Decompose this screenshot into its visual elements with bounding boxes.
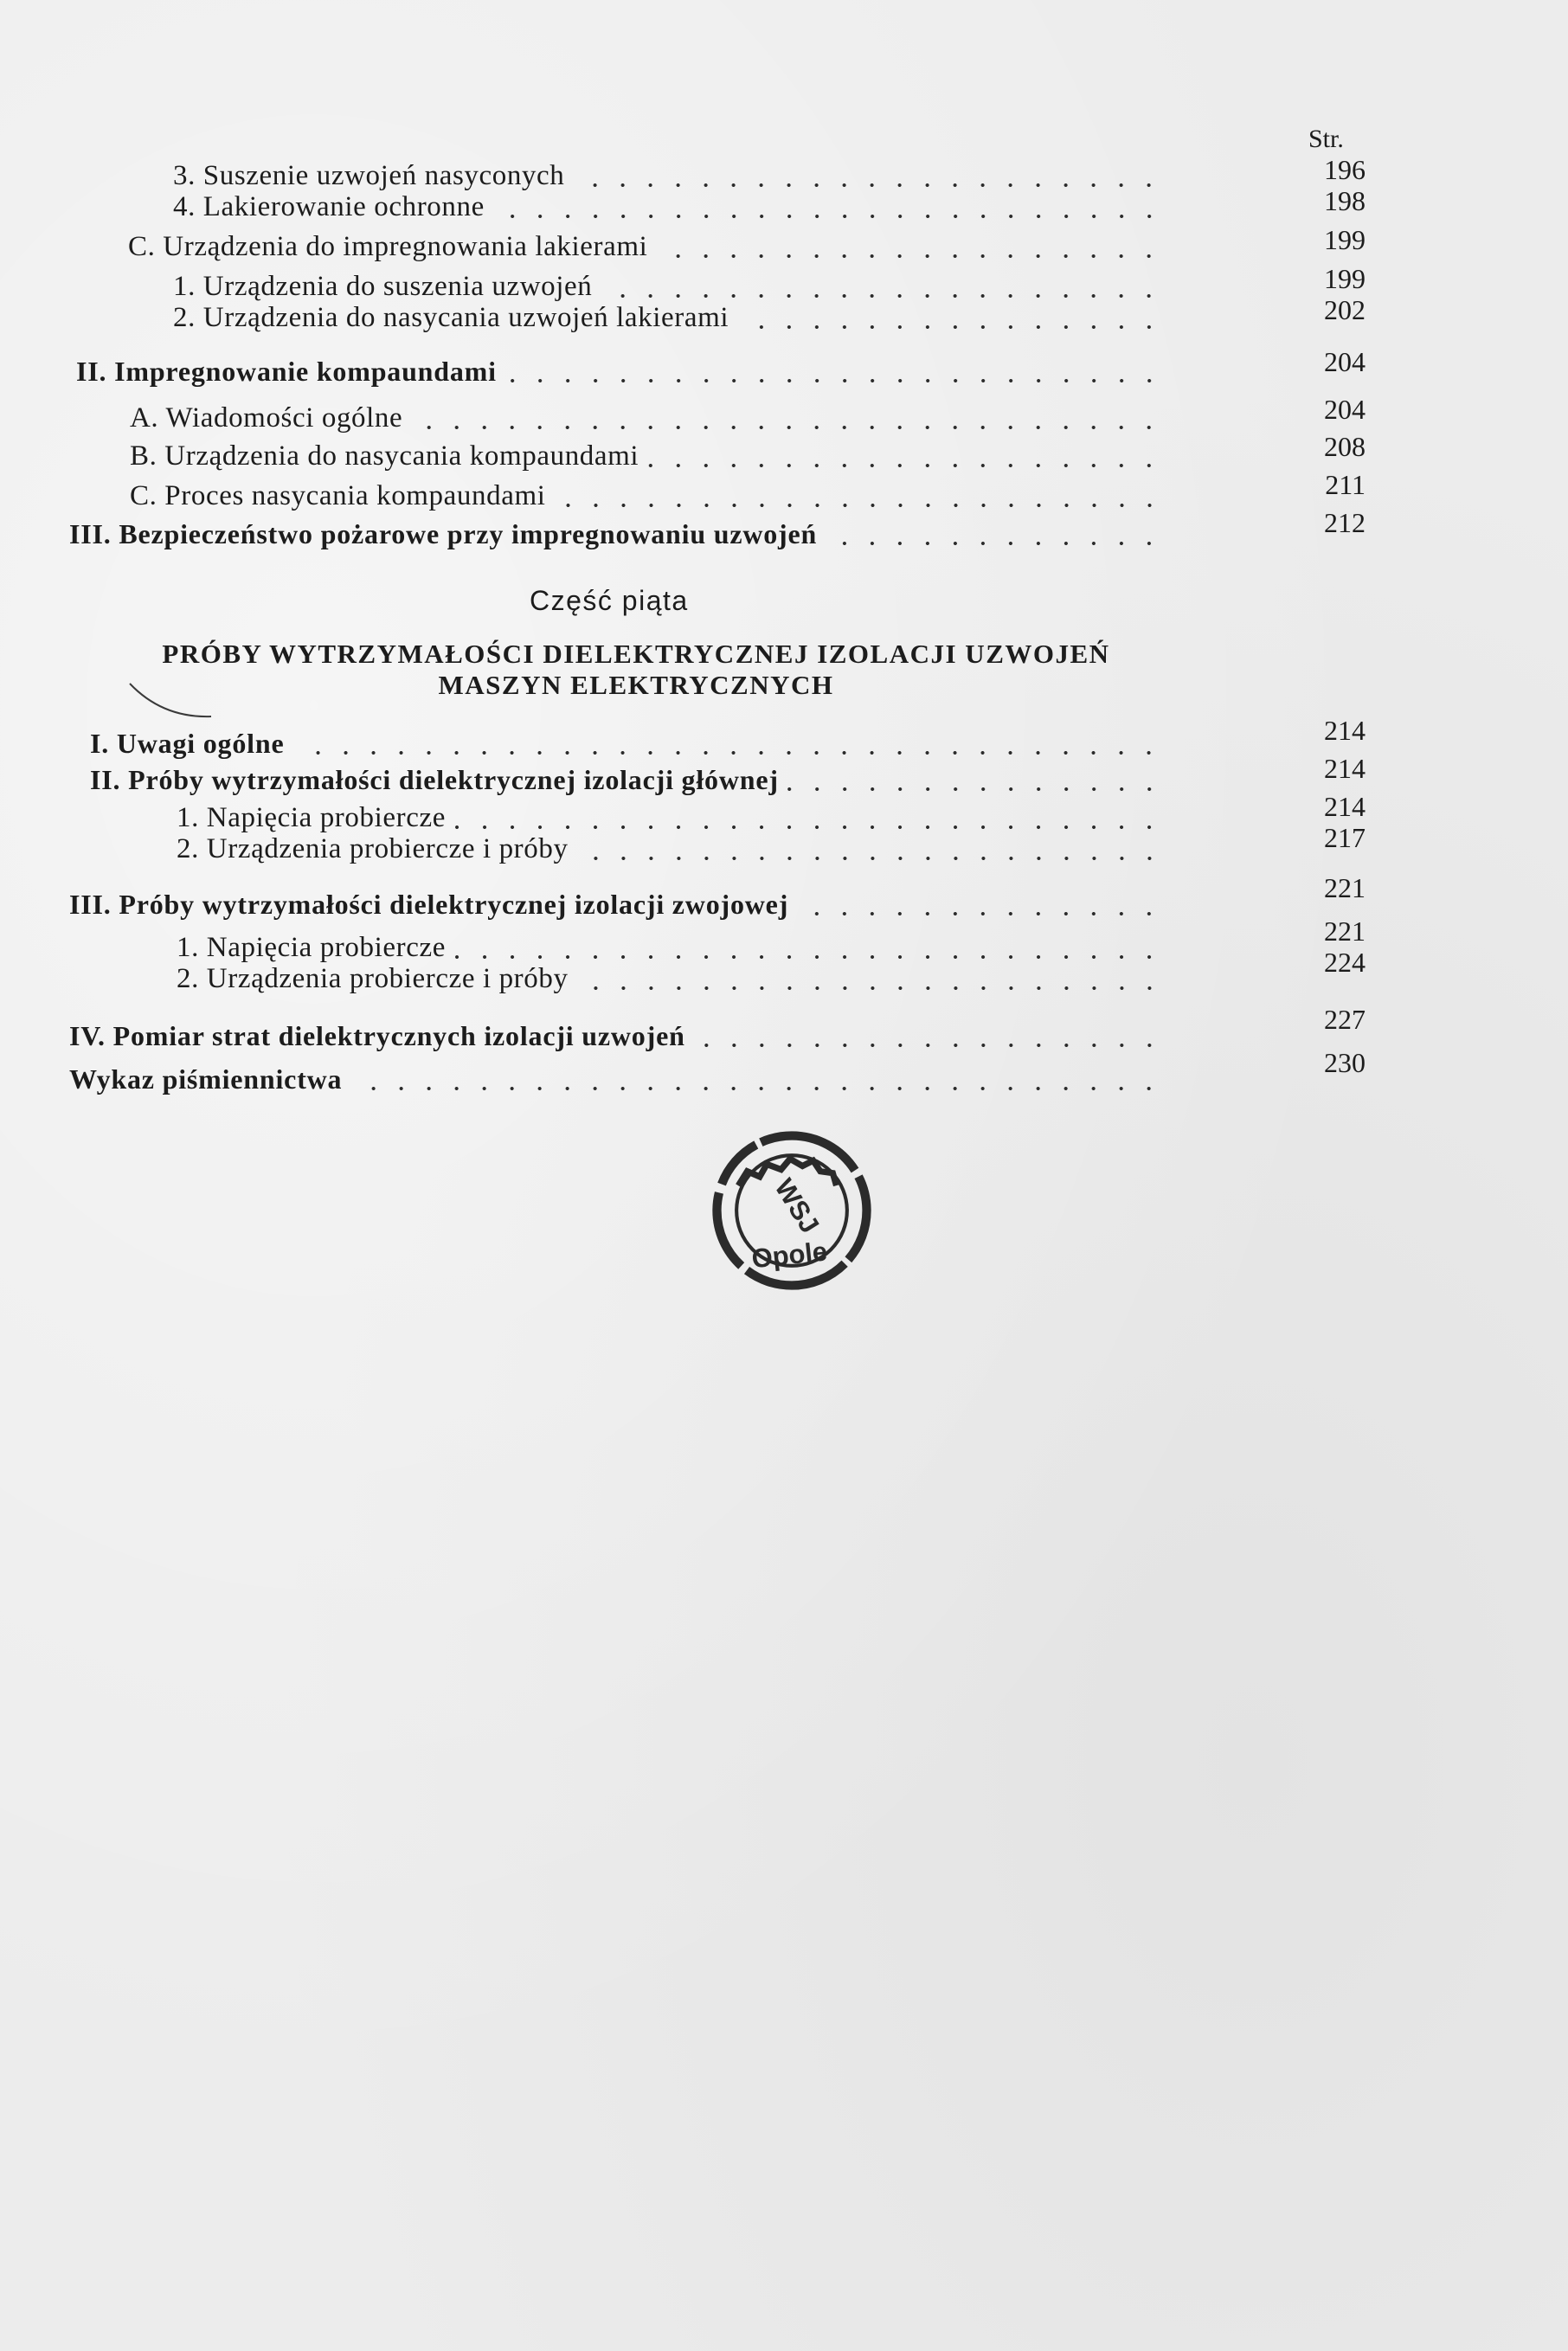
leader-dots bbox=[577, 857, 1163, 860]
leader-dots bbox=[555, 504, 1164, 507]
part-heading-line: MASZYN ELEKTRYCZNYCH bbox=[438, 670, 834, 700]
leader-dots bbox=[350, 1087, 1163, 1090]
toc-entry-label: 2. Urządzenia probiercze i próby bbox=[177, 833, 569, 864]
leader-dots bbox=[577, 986, 1163, 990]
toc-entry-label: 1. Napięcia probiercze bbox=[177, 802, 446, 833]
toc-entry-label: II. Próby wytrzymałości dielektrycznej izolacji głównej bbox=[90, 764, 779, 795]
toc-page-number: 230 bbox=[1324, 1047, 1366, 1078]
stamp-label-bottom: Opole bbox=[749, 1236, 829, 1275]
toc-page-number: 217 bbox=[1324, 822, 1366, 853]
leader-dots bbox=[454, 825, 1163, 829]
toc-row bbox=[173, 157, 1172, 192]
toc-row bbox=[69, 516, 1172, 550]
toc-row bbox=[173, 268, 1172, 303]
leader-dots bbox=[694, 1044, 1163, 1047]
toc-row bbox=[69, 886, 1172, 921]
toc-page-number: 214 bbox=[1324, 791, 1366, 822]
toc-row bbox=[173, 189, 1172, 223]
leader-dots bbox=[647, 464, 1163, 467]
toc-entry-label: 2. Urządzenia probiercze i próby bbox=[177, 963, 569, 994]
toc-row bbox=[130, 478, 1172, 512]
toc-page-number: 204 bbox=[1324, 394, 1366, 425]
leader-dots bbox=[737, 325, 1163, 329]
toc-page-number: 227 bbox=[1324, 1004, 1366, 1035]
leader-dots bbox=[493, 215, 1163, 218]
part-heading bbox=[69, 639, 1203, 701]
toc-row bbox=[76, 353, 1172, 388]
leader-dots bbox=[454, 955, 1163, 959]
toc-page-number: 196 bbox=[1324, 154, 1366, 185]
toc-page-number: 208 bbox=[1324, 431, 1366, 462]
toc-row bbox=[128, 228, 1172, 263]
leader-dots bbox=[411, 426, 1163, 429]
toc-row bbox=[177, 831, 1172, 865]
toc-entry-label: 2. Urządzenia do nasycania uzwojeń lakierami bbox=[173, 302, 729, 333]
toc-entry-label: 3. Suszenie uzwojeń nasyconych bbox=[173, 160, 565, 191]
toc-entry-label: III. Bezpieczeństwo pożarowe przy impregnowaniu uzwojeń bbox=[69, 518, 818, 549]
pencil-mark bbox=[128, 680, 215, 732]
toc-page-number: 221 bbox=[1324, 915, 1366, 947]
toc-row bbox=[69, 1018, 1172, 1052]
toc-entry-label: 1. Urządzenia do suszenia uzwojeń bbox=[173, 271, 593, 302]
leader-dots bbox=[787, 787, 1163, 791]
toc-row bbox=[177, 960, 1172, 995]
toc-entry-label: I. Uwagi ogólne bbox=[90, 728, 285, 759]
toc-row bbox=[177, 929, 1172, 964]
toc-page-number: 212 bbox=[1324, 507, 1366, 538]
stamp-label-top: WSJ bbox=[768, 1173, 826, 1239]
part-title: Część piąta bbox=[530, 585, 689, 616]
leader-dots bbox=[601, 294, 1163, 298]
toc-page-number: 221 bbox=[1324, 872, 1366, 903]
toc-row bbox=[173, 299, 1172, 334]
toc-page-number: 199 bbox=[1324, 224, 1366, 255]
library-stamp bbox=[703, 1121, 881, 1300]
toc-entry-label: B. Urządzenia do nasycania kompaundami bbox=[130, 440, 639, 472]
toc-page-number: 202 bbox=[1324, 294, 1366, 325]
leader-dots bbox=[797, 912, 1163, 915]
toc-entry-label: C. Urządzenia do impregnowania lakierami bbox=[128, 231, 648, 262]
toc-page-number: 214 bbox=[1324, 715, 1366, 746]
toc-entry-label: 1. Napięcia probiercze bbox=[177, 932, 446, 963]
toc-row bbox=[130, 438, 1172, 472]
toc-entry-label: II. Impregnowanie kompaundami bbox=[76, 356, 497, 387]
toc-row bbox=[90, 725, 1172, 760]
leader-dots bbox=[505, 379, 1163, 382]
toc-page-number: 224 bbox=[1324, 947, 1366, 978]
toc-entry-label: C. Proces nasycania kompaundami bbox=[130, 480, 546, 511]
page-column-header: Str. bbox=[1308, 125, 1344, 153]
toc-row bbox=[130, 400, 1172, 434]
toc-entry-label: A. Wiadomości ogólne bbox=[130, 402, 403, 434]
toc-page-number: 204 bbox=[1324, 346, 1366, 377]
toc-row bbox=[69, 1061, 1172, 1095]
part-heading-line: PRÓBY WYTRZYMAŁOŚCI DIELEKTRYCZNEJ IZOLACJI UZWOJEŃ bbox=[162, 639, 1110, 669]
toc-row bbox=[177, 800, 1172, 834]
toc-page-number: 211 bbox=[1325, 469, 1366, 500]
toc-page-number: 198 bbox=[1324, 185, 1366, 216]
toc-row bbox=[90, 761, 1172, 796]
toc-page-number: 199 bbox=[1324, 263, 1366, 294]
toc-entry-label: 4. Lakierowanie ochronne bbox=[173, 191, 485, 222]
toc-entry-label: IV. Pomiar strat dielektrycznych izolacji uzwojeń bbox=[69, 1020, 685, 1051]
leader-dots bbox=[826, 542, 1163, 545]
toc-entry-label: Wykaz piśmiennictwa bbox=[69, 1063, 343, 1095]
leader-dots bbox=[656, 254, 1163, 258]
toc-page-number: 214 bbox=[1324, 753, 1366, 784]
leader-dots bbox=[573, 183, 1163, 187]
leader-dots bbox=[292, 751, 1163, 755]
toc-entry-label: III. Próby wytrzymałości dielektrycznej izolacji zwojowej bbox=[69, 889, 789, 920]
